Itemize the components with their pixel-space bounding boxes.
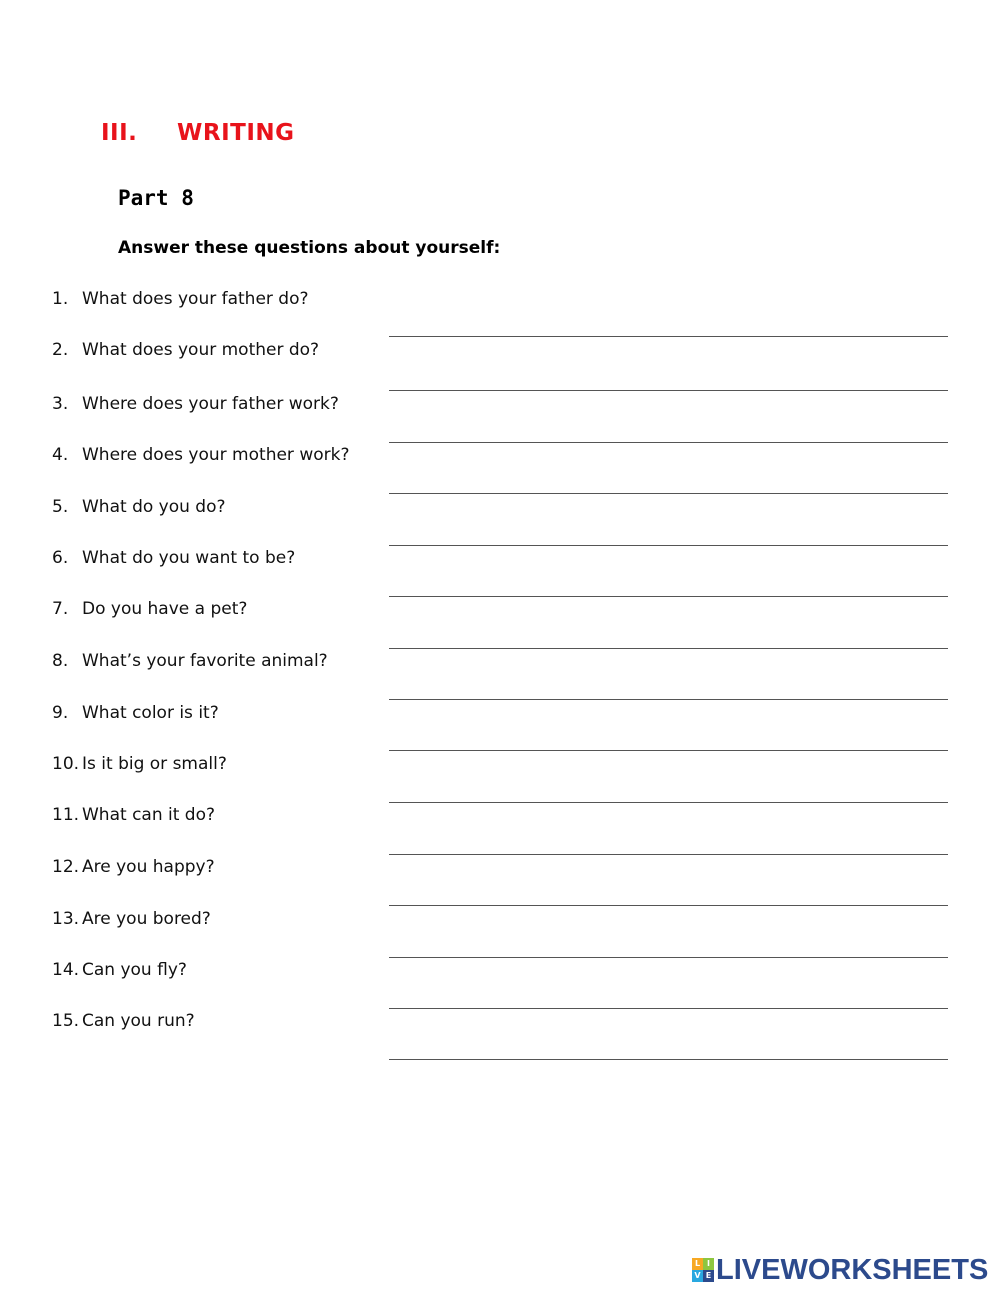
question-text: Are you happy? xyxy=(82,857,215,877)
question-text: What color is it? xyxy=(82,703,219,723)
section-heading xyxy=(101,120,295,146)
question-number: 1. xyxy=(52,289,69,309)
question-number: 2. xyxy=(52,340,69,360)
question-number: 14. xyxy=(52,960,80,980)
question-item xyxy=(52,857,215,877)
question-number: 4. xyxy=(52,445,69,465)
logo-mark-icon xyxy=(692,1258,714,1282)
question-item xyxy=(52,289,309,309)
question-item xyxy=(52,599,247,619)
logo-mark-letter: I xyxy=(703,1258,714,1270)
question-number: 11. xyxy=(52,805,80,825)
question-item xyxy=(52,754,227,774)
question-text: Where does your father work? xyxy=(82,394,339,414)
question-item xyxy=(52,805,215,825)
question-number: 7. xyxy=(52,599,69,619)
question-item xyxy=(52,909,211,929)
answer-line[interactable] xyxy=(389,854,948,855)
question-text: What does your mother do? xyxy=(82,340,320,360)
answer-line[interactable] xyxy=(389,750,948,751)
question-item xyxy=(52,497,226,517)
logo-mark-letter: V xyxy=(692,1270,703,1282)
question-item xyxy=(52,394,339,414)
section-number: III. xyxy=(101,120,138,146)
answer-line[interactable] xyxy=(389,493,948,494)
answer-line[interactable] xyxy=(389,905,948,906)
logo-mark-letter: L xyxy=(692,1258,703,1270)
question-text: What’s your favorite animal? xyxy=(82,651,328,671)
answer-line[interactable] xyxy=(389,802,948,803)
question-text: What does your father do? xyxy=(82,289,309,309)
answer-line[interactable] xyxy=(389,699,948,700)
question-number: 9. xyxy=(52,703,69,723)
question-text: Where does your mother work? xyxy=(82,445,350,465)
answer-line[interactable] xyxy=(389,596,948,597)
question-text: What do you want to be? xyxy=(82,548,296,568)
question-number: 5. xyxy=(52,497,69,517)
section-title: WRITING xyxy=(177,120,295,146)
liveworksheets-logo xyxy=(692,1256,988,1284)
question-item xyxy=(52,703,219,723)
answer-line[interactable] xyxy=(389,1008,948,1009)
answer-line[interactable] xyxy=(389,336,948,337)
question-text: Can you fly? xyxy=(82,960,187,980)
question-number: 10. xyxy=(52,754,80,774)
question-text: Can you run? xyxy=(82,1011,195,1031)
answer-line[interactable] xyxy=(389,442,948,443)
instructions: Answer these questions about yourself: xyxy=(118,238,501,258)
part-title: Part 8 xyxy=(118,186,194,210)
question-number: 12. xyxy=(52,857,80,877)
question-number: 6. xyxy=(52,548,69,568)
question-item xyxy=(52,1011,195,1031)
question-number: 15. xyxy=(52,1011,80,1031)
answer-line[interactable] xyxy=(389,648,948,649)
question-number: 8. xyxy=(52,651,69,671)
question-text: Are you bored? xyxy=(82,909,211,929)
answer-line[interactable] xyxy=(389,957,948,958)
question-item xyxy=(52,445,349,465)
question-text: What do you do? xyxy=(82,497,226,517)
question-item xyxy=(52,548,295,568)
answer-line[interactable] xyxy=(389,390,948,391)
question-item xyxy=(52,960,187,980)
question-text: Do you have a pet? xyxy=(82,599,248,619)
question-text: Is it big or small? xyxy=(82,754,227,774)
answer-line[interactable] xyxy=(389,545,948,546)
logo-mark-letter: E xyxy=(703,1270,714,1282)
question-item xyxy=(52,651,328,671)
question-number: 3. xyxy=(52,394,69,414)
logo-text: LIVEWORKSHEETS xyxy=(716,1254,989,1286)
question-number: 13. xyxy=(52,909,80,929)
answer-line[interactable] xyxy=(389,1059,948,1060)
question-text: What can it do? xyxy=(82,805,216,825)
question-item xyxy=(52,340,319,360)
